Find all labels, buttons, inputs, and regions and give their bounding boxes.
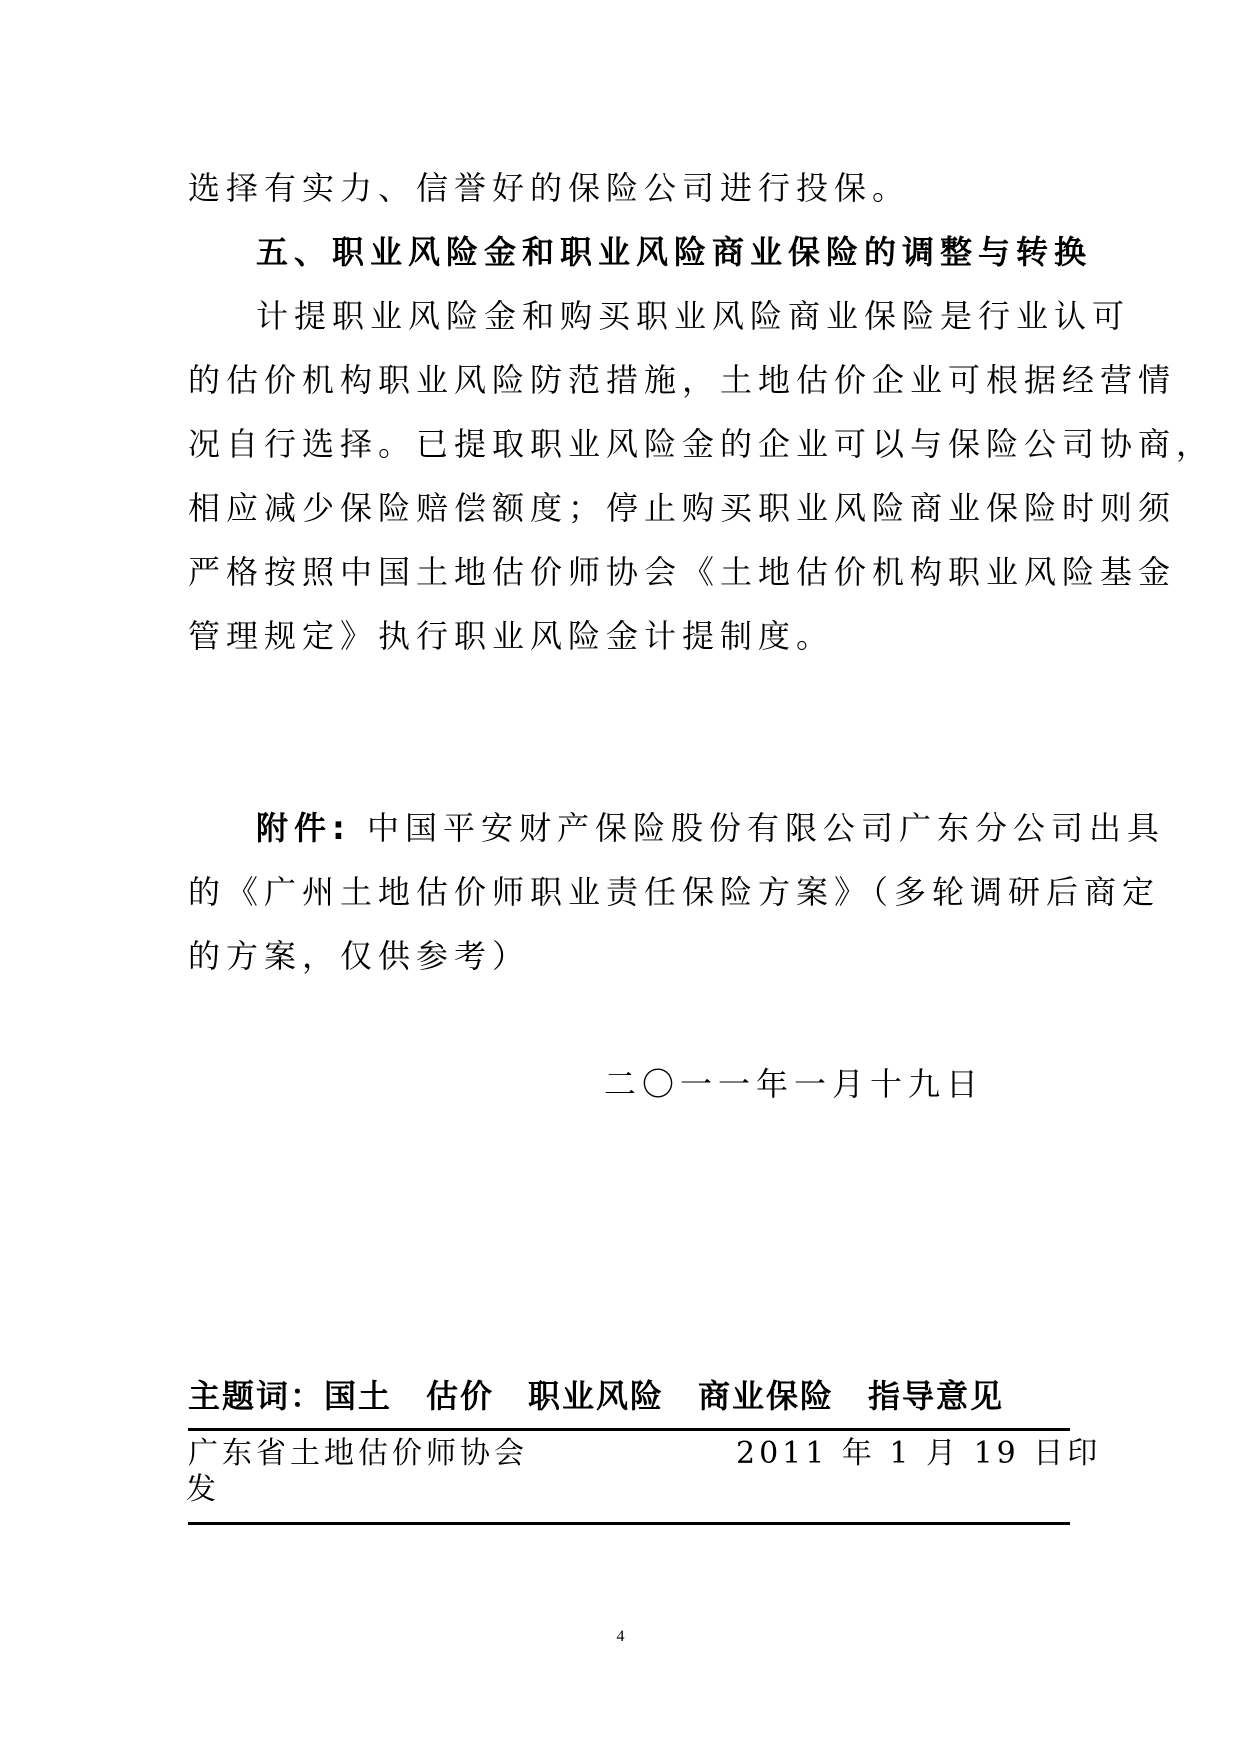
issue-suffix: 发 — [186, 1472, 220, 1507]
body-text-line: 选择有实力、信誉好的保险公司进行投保。 — [188, 169, 911, 207]
attachment-line: 的《广州土地估价师职业责任保险方案》（多轮调研后商定 — [188, 873, 1161, 911]
paragraph-line: 况自行选择。已提取职业风险金的企业可以与保险公司协商， — [188, 425, 1215, 463]
attachment-line — [256, 808, 1165, 848]
footer-top-rule — [188, 1428, 1070, 1431]
issuer-name: 广东省土地估价师协会 — [188, 1436, 528, 1471]
attachment-label: 附件: — [256, 809, 351, 847]
footer-bottom-rule — [188, 1522, 1070, 1525]
document-date: 二〇一一年一月十九日 — [604, 1065, 985, 1103]
page-number: 4 — [616, 1628, 625, 1645]
issue-date: 2011 年 1 月 19 日印 — [736, 1436, 1102, 1471]
attachment-line: 的方案，仅供参考） — [188, 937, 531, 975]
paragraph-line: 管理规定》执行职业风险金计提制度。 — [188, 617, 835, 655]
section-heading: 五、职业风险金和职业风险商业保险的调整与转换 — [256, 233, 1093, 271]
paragraph-line: 计提职业风险金和购买职业风险商业保险是行业认可 — [256, 297, 1131, 335]
paragraph-line: 的估价机构职业风险防范措施，土地估价企业可根据经营情 — [188, 361, 1177, 399]
paragraph-line: 相应减少保险赔偿额度；停止购买职业风险商业保险时则须 — [188, 489, 1177, 527]
attachment-text: 中国平安财产保险股份有限公司广东分公司出具 — [350, 809, 1165, 847]
keywords-line: 主题词：国土 估价 职业风险 商业保险 指导意见 — [188, 1377, 1005, 1415]
paragraph-line: 严格按照中国土地估价师协会《土地估价机构职业风险基金 — [188, 553, 1177, 591]
